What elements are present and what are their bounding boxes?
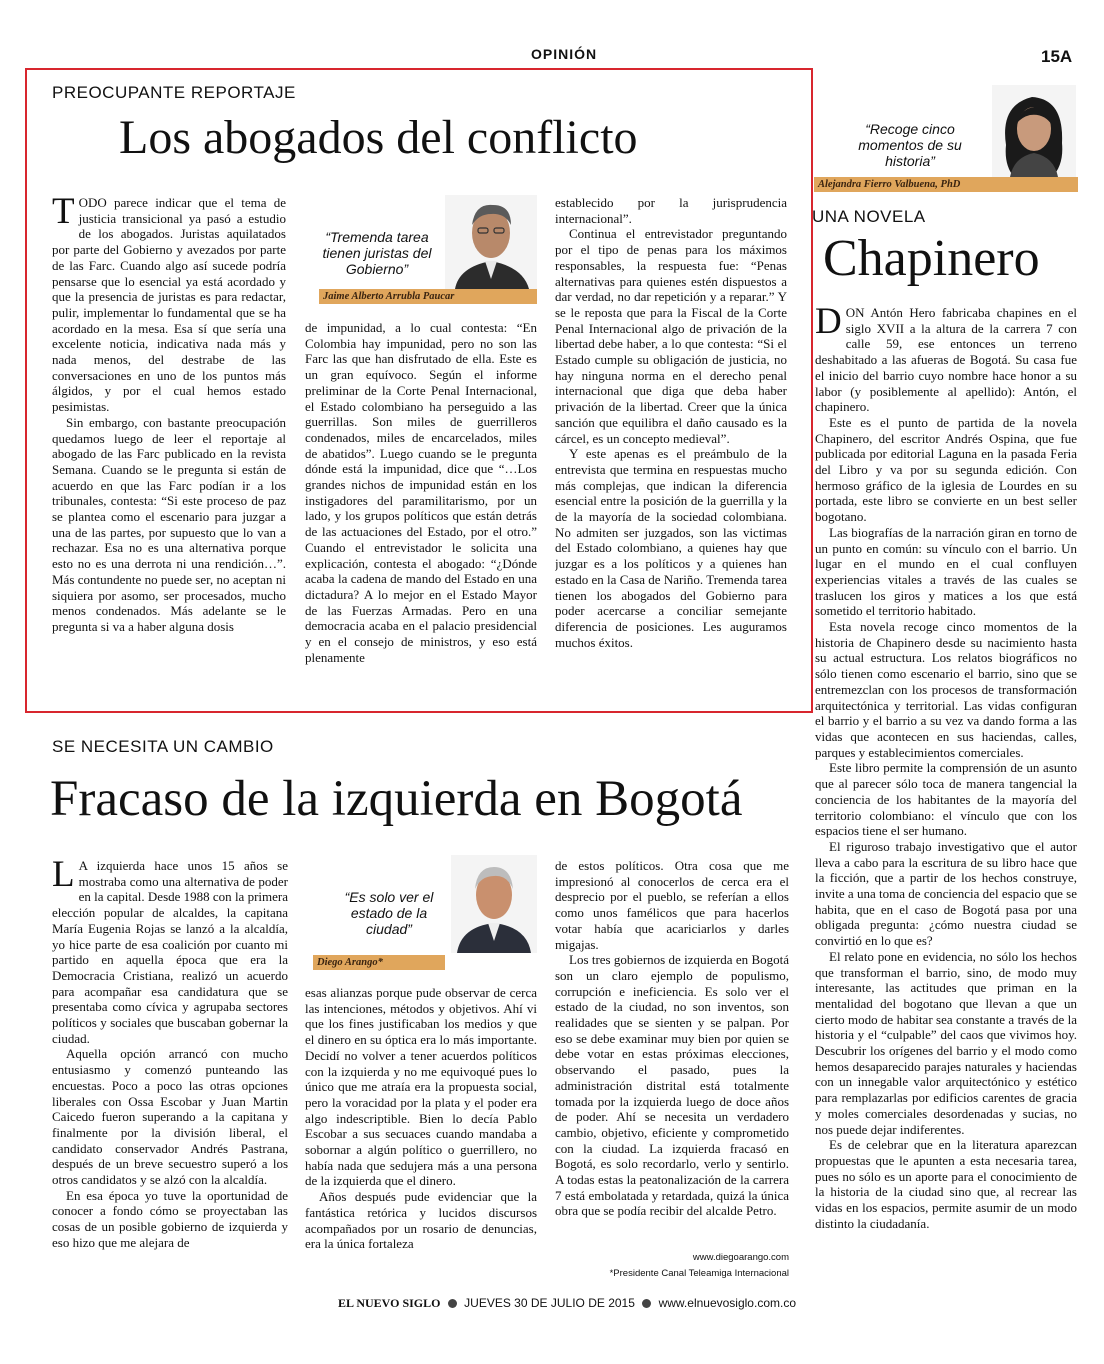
article3-quote-text: “Recoge cinco momentos de su historia” <box>858 121 962 169</box>
article1-dropcap: T <box>52 195 75 232</box>
page-number: 15A <box>1041 47 1073 66</box>
article2-paragraph: Los tres gobiernos de izquierda en Bogotá son un claro ejemplo de populismo, corrupción e ineficiencia. Es solo ver el estado de la ciudad, no son inventos, son realidades que se sienten y se palpan. Por eso se debe examinar muy bien por quien se debe votar en estas próximas elecciones, observando el pasado, pues la administración distrital está totalmente tomada por la izquierda luego de doce años de poder. Ahí se necesita un verdadero cambio, objetivo, eficiente y comprometido con la ciudad. La izquierda fracasó en Bogotá, es solo recordarlo, verlo y sentirlo. A todas estas la peatonalización de la carrera 7 está embolatada y retardada, quizá la única obra que se podía recibir del alcalde Petro. <box>555 952 789 1219</box>
article1-kicker: PREOCUPANTE REPORTAJE <box>52 83 296 102</box>
article3-paragraph: Es de celebrar que en la literatura aparezcan propuestas que le apunten a esta necesaria tarea, pues no sólo es un aporte para el conocimiento de la historia de la ciudad sino que, al recrear las vidas en los espacios, permite asumir de un modo distinto la ciudadanía. <box>815 1137 1077 1231</box>
article3-paragraph: Este libro permite la comprensión de un asunto que al parecer sólo toca de manera tangencial la conciencia de los habitantes de la mayoría del territorio colombiano: el vínculo que con los espacios tiene el ser humano. <box>815 760 1077 839</box>
author-photo <box>445 195 537 289</box>
article2-column-3 <box>555 858 789 1248</box>
article3-paragraph: Las biografías de la narración giran en torno de un punto en común: su vínculo con el barrio. Un lugar en el mundo en el cual confluyen experiencias vitales a través de las cuales se traslucen los giros y matices a los que está sometido el territorio habitado. <box>815 524 1077 619</box>
article1-paragraph: Continua el entrevistador preguntando por el tipo de penas para los máximos responsables, la respuesta fue: “Penas alternativas para quienes estén dispuestos a dar verdad, no dar repetición y a reparar.” Y se le reposta que para la Fiscal de la Corte Penal Internacional algo de privación de la libertad debe haber, a lo que contesta: “Si el Estado cumple su obligación de justicia, no hay ninguna norma en el derecho penal internacional que diga que deba haber privación de la libertad. Creer que la única sanción que equilibra el daño causado es la cárcel, es un concepto medieval”. <box>555 226 787 446</box>
article2-paragraph: En esa época yo tuve la oportunidad de conocer a fondo cómo se proyectaban las cosas de un posible gobierno de izquierda y eso hizo que me alejara de <box>52 1187 288 1250</box>
author-photo <box>992 85 1076 177</box>
article3-title: Chapinero <box>823 230 1040 287</box>
article1-pullquote <box>305 195 537 307</box>
section-label: OPINIÓN <box>531 46 598 62</box>
article2-paragraph: A izquierda hace unos 15 años se mostraba como una alternativa de poder en la capital. Desde 1988 con la primera elección popular de alcaldes, la capitana María Eugenia Rojas se lanzó a la alcaldía, yo hice parte de esa coalición por cuanto mi partido en aquella época que era la Democracia Cristiana, realizó un acuerdo para acompañar esa candidatura que se presentaba como cívica y agrupaba sectores políticos y sociales que buscaban gobernar la ciudad. <box>52 858 288 1046</box>
article2-paragraph: Años después pude evidenciar que la fantástica retórica y lucidos discursos acompañados por un rosario de denuncias, era la única fortaleza <box>305 1189 537 1252</box>
article1-title: Los abogados del conflicto <box>119 111 638 164</box>
article1-paragraph: ODO parece indicar que el tema de justicia transicional ya pasó a estudio de los abogados. Juristas aquilatados por parte del Gobierno y avezados por parte de las Farc. Cuando algo así sucede podría pensarse que lo esencial ya está acordado y que la presencia de juristas es para redactar, pulir, implementar lo fundamental que se ha acordado en la mesa. Esa sí que sería una excelente noticia, indicativa nada más y nada menos, del destrabe de las conversaciones en uno de los puntos más álgidos, y por el cual hemos estado pesimistas. <box>52 195 286 415</box>
article3-paragraph: El riguroso trabajo investigativo que el autor lleva a cabo para la escritura de su libro hace que la ficción, que a partir de los hechos construye, invite a una toma de conciencia del espacio que se habita, que en el caso de Bogotá pasa por una obligada pregunta: ¿cómo nuestra ciudad se convirtió en lo que es? <box>815 838 1077 949</box>
newspaper-name: EL NUEVO SIGLO <box>338 1296 441 1310</box>
article2-quote-text: “Es solo ver el estado de la ciudad” <box>344 889 434 937</box>
portrait-image <box>992 85 1076 177</box>
article1-column-1 <box>52 195 286 687</box>
article1-paragraph: Sin embargo, con bastante preocupación quedamos luego de leer el reportaje al abogado de las Farc publicado en la revista Semana. Cuando se le pregunta si están de acuerdo en que las Farc podían ir a los tribunales, contesta: “Si este proceso de paz se plantea como el escenario para juzgar a una de las partes, por supuesto que lo van a rechazar. Esa no es una alternativa porque esto no es una derrota ni una rendición…”. Más contundente no puede ser, no aceptan ni siquiera por asomo, ser procesados, mucho menos condenados. Más adelante se le pregunta si va a haber alguna dosis <box>52 414 286 634</box>
author-photo <box>451 855 537 953</box>
article3-paragraph: El relato pone en evidencia, no sólo los hechos que transforman el barrio, sino, de modo muy interesante, las actitudes que priman en la mentalidad del bogotano que llevan a que un cierto modo de habitar sea constante a través de la historia y el “culpable” del caos que vivimos hoy. Descubrir los orígenes del barrio y el modo como hemos desaparecido parajes naturales y haciendas con un innegable valor arquitectónico y estético para remplazarlas por edificios carentes de gracia y moles comerciales desordenadas y sucias, no nos puede dejar indiferentes. <box>815 948 1077 1137</box>
article3-paragraph: Este es el punto de partida de la novela Chapinero, del escritor Andrés Ospina, que fue publicada por editorial Laguna en la pasada Feria del Libro y va por su segunda edición. Con hermoso gráfico de la iglesia de Lourdes en su portada, este libro se convierte en un best seller bogotano. <box>815 414 1077 525</box>
article3-column <box>815 305 1077 1287</box>
article3-pullquote <box>814 85 1076 193</box>
article3-paragraph: Esta novela recoge cinco momentos de la historia de Chapinero desde su nacimiento hasta su actual estructura. Los relatos biográficos no sólo tienen como escenario el barrio, sino que se entremezclan con los procesos de transformación arquitectónica y territorial. Las vidas configuran el barrio y el barrio a su vez va dando forma a las vidas que acontecen en sus haciendas, calles, parques y establecimientos comerciales. <box>815 619 1077 760</box>
article2-paragraph: esas alianzas porque pude observar de cerca las intenciones, métodos y objetivos. Ahí vi que los fines justificaban los medios y que el dinero en su óptica era lo más importante. Decidí no volver a tener acuerdos políticos con la izquierda y no me equivoqué pues lo único que me atraía era la propuesta social, pero la voracidad por la plata y el poder era algo indescriptible. Bien lo decía Pablo Escobar a sus secuaces cuando mandaba a sobornar a algún político o guerrillero, no había nada que sedujera más a una persona de la izquierda que el dinero. <box>305 985 537 1189</box>
bullet-icon <box>448 1299 457 1308</box>
article2-author: Diego Arango* <box>313 955 445 970</box>
article3-kicker: UNA NOVELA <box>812 207 926 226</box>
article2-paragraph: Aquella opción arrancó con mucho entusiasmo y comenzó punteando las encuestas. Poco a poco las otras opciones liberales con Ossa Escobar y Juan Martin Caicedo fueron superando a la capitana y finalmente por la división liberal, el candidato conservador Andrés Pastrana, después de un breve secuestro superó a los otros candidatos y se alzó con la alcaldía. <box>52 1046 288 1188</box>
article3-dropcap: D <box>815 305 842 342</box>
footer-website: www.elnuevosiglo.com.co <box>658 1296 796 1310</box>
article2-title: Fracaso de la izquierda en Bogotá <box>50 771 743 827</box>
article1-quote-text: “Tremenda tarea tienen juristas del Gobierno” <box>322 229 432 277</box>
page-footer <box>338 1296 796 1311</box>
article1-column-2 <box>305 320 537 687</box>
footer-date: JUEVES 30 DE JULIO DE 2015 <box>464 1296 635 1310</box>
article2-paragraph: de estos políticos. Otra cosa que me impresionó al conocerlos de cerca era el desprecio por el pueblo, se referían a ellos como unos famélicos que para hacerlos votar había que acariciarlos y darles migajas. <box>555 858 789 952</box>
article2-column-2 <box>305 985 537 1290</box>
bullet-icon <box>642 1299 651 1308</box>
article3-paragraph: ON Antón Hero fabricaba chapines en el siglo XVII a la altura de la carrera 7 con calle 59, ese entonces un terreno deshabitado a las afueras de Bogotá. Su casa fue el inicio del barrio cuyo nombre hace honor a su labor (y posiblemente al apellido): Antón, el chapinero. <box>815 305 1077 415</box>
article1-author: Jaime Alberto Arrubla Paucar <box>319 289 537 304</box>
portrait-image <box>445 195 537 289</box>
article1-paragraph: establecido por la jurisprudencia internacional”. <box>555 195 787 226</box>
article2-kicker: SE NECESITA UN CAMBIO <box>52 737 274 756</box>
article2-pullquote <box>305 855 537 971</box>
article1-paragraph: Y este apenas es el preámbulo de la entrevista que termina en respuestas mucho más complejas, que indican la diferencia esencial entre la posición de la guerrilla y la de la mayoría de la sociedad colombiana. No admiten ser juzgados, son las victimas del Estado colombiano, a quienes hay que juzgar es a los políticos y a quienes han estado en la Casa de Nariño. Tremenda tarea tienen los abogados del Gobierno para poder acercarse a conciliar semejante diferencia de posiciones. Les auguramos muchos éxitos. <box>555 446 787 650</box>
article1-column-3 <box>555 195 787 687</box>
article3-author: Alejandra Fierro Valbuena, PhD <box>814 177 1078 192</box>
article2-footnote: *Presidente Canal Teleamiga Internacional <box>609 1268 789 1279</box>
article2-column-1 <box>52 858 288 1290</box>
article1-paragraph: de impunidad, a lo cual contesta: “En Colombia hay impunidad, pero no son las Farc las que han disfrutado de ella. Este es un gran equívoco. Según el informe preliminar de la Corte Penal Internacional, el Estado colombiano ha perseguido a las guerrillas. Son miles de guerrilleros condenados, miles de encarcelados, miles de abatidos”. Luego cuando se le pregunta dónde está la impunidad, dice que “…Los grandes nichos de impunidad están en los instigadores del paramilitarismo, por un lado, y los grupos políticos que están detrás de las actuaciones del Estado, por el otro.” Cuando el entrevistador le solicita una explicación, contesta el abogado: “¿Dónde acaba la cadena de mando del Estado en una dictadura? A lo mejor en el Estado Mayor de las Fuerzas Armadas. Pero en una democracia acaba en el palacio presidencial y en el consejo de ministros, y eso está plenamente <box>305 320 537 665</box>
portrait-image <box>451 855 537 953</box>
article2-website: www.diegoarango.com <box>692 1252 789 1263</box>
article2-dropcap: L <box>52 858 75 895</box>
